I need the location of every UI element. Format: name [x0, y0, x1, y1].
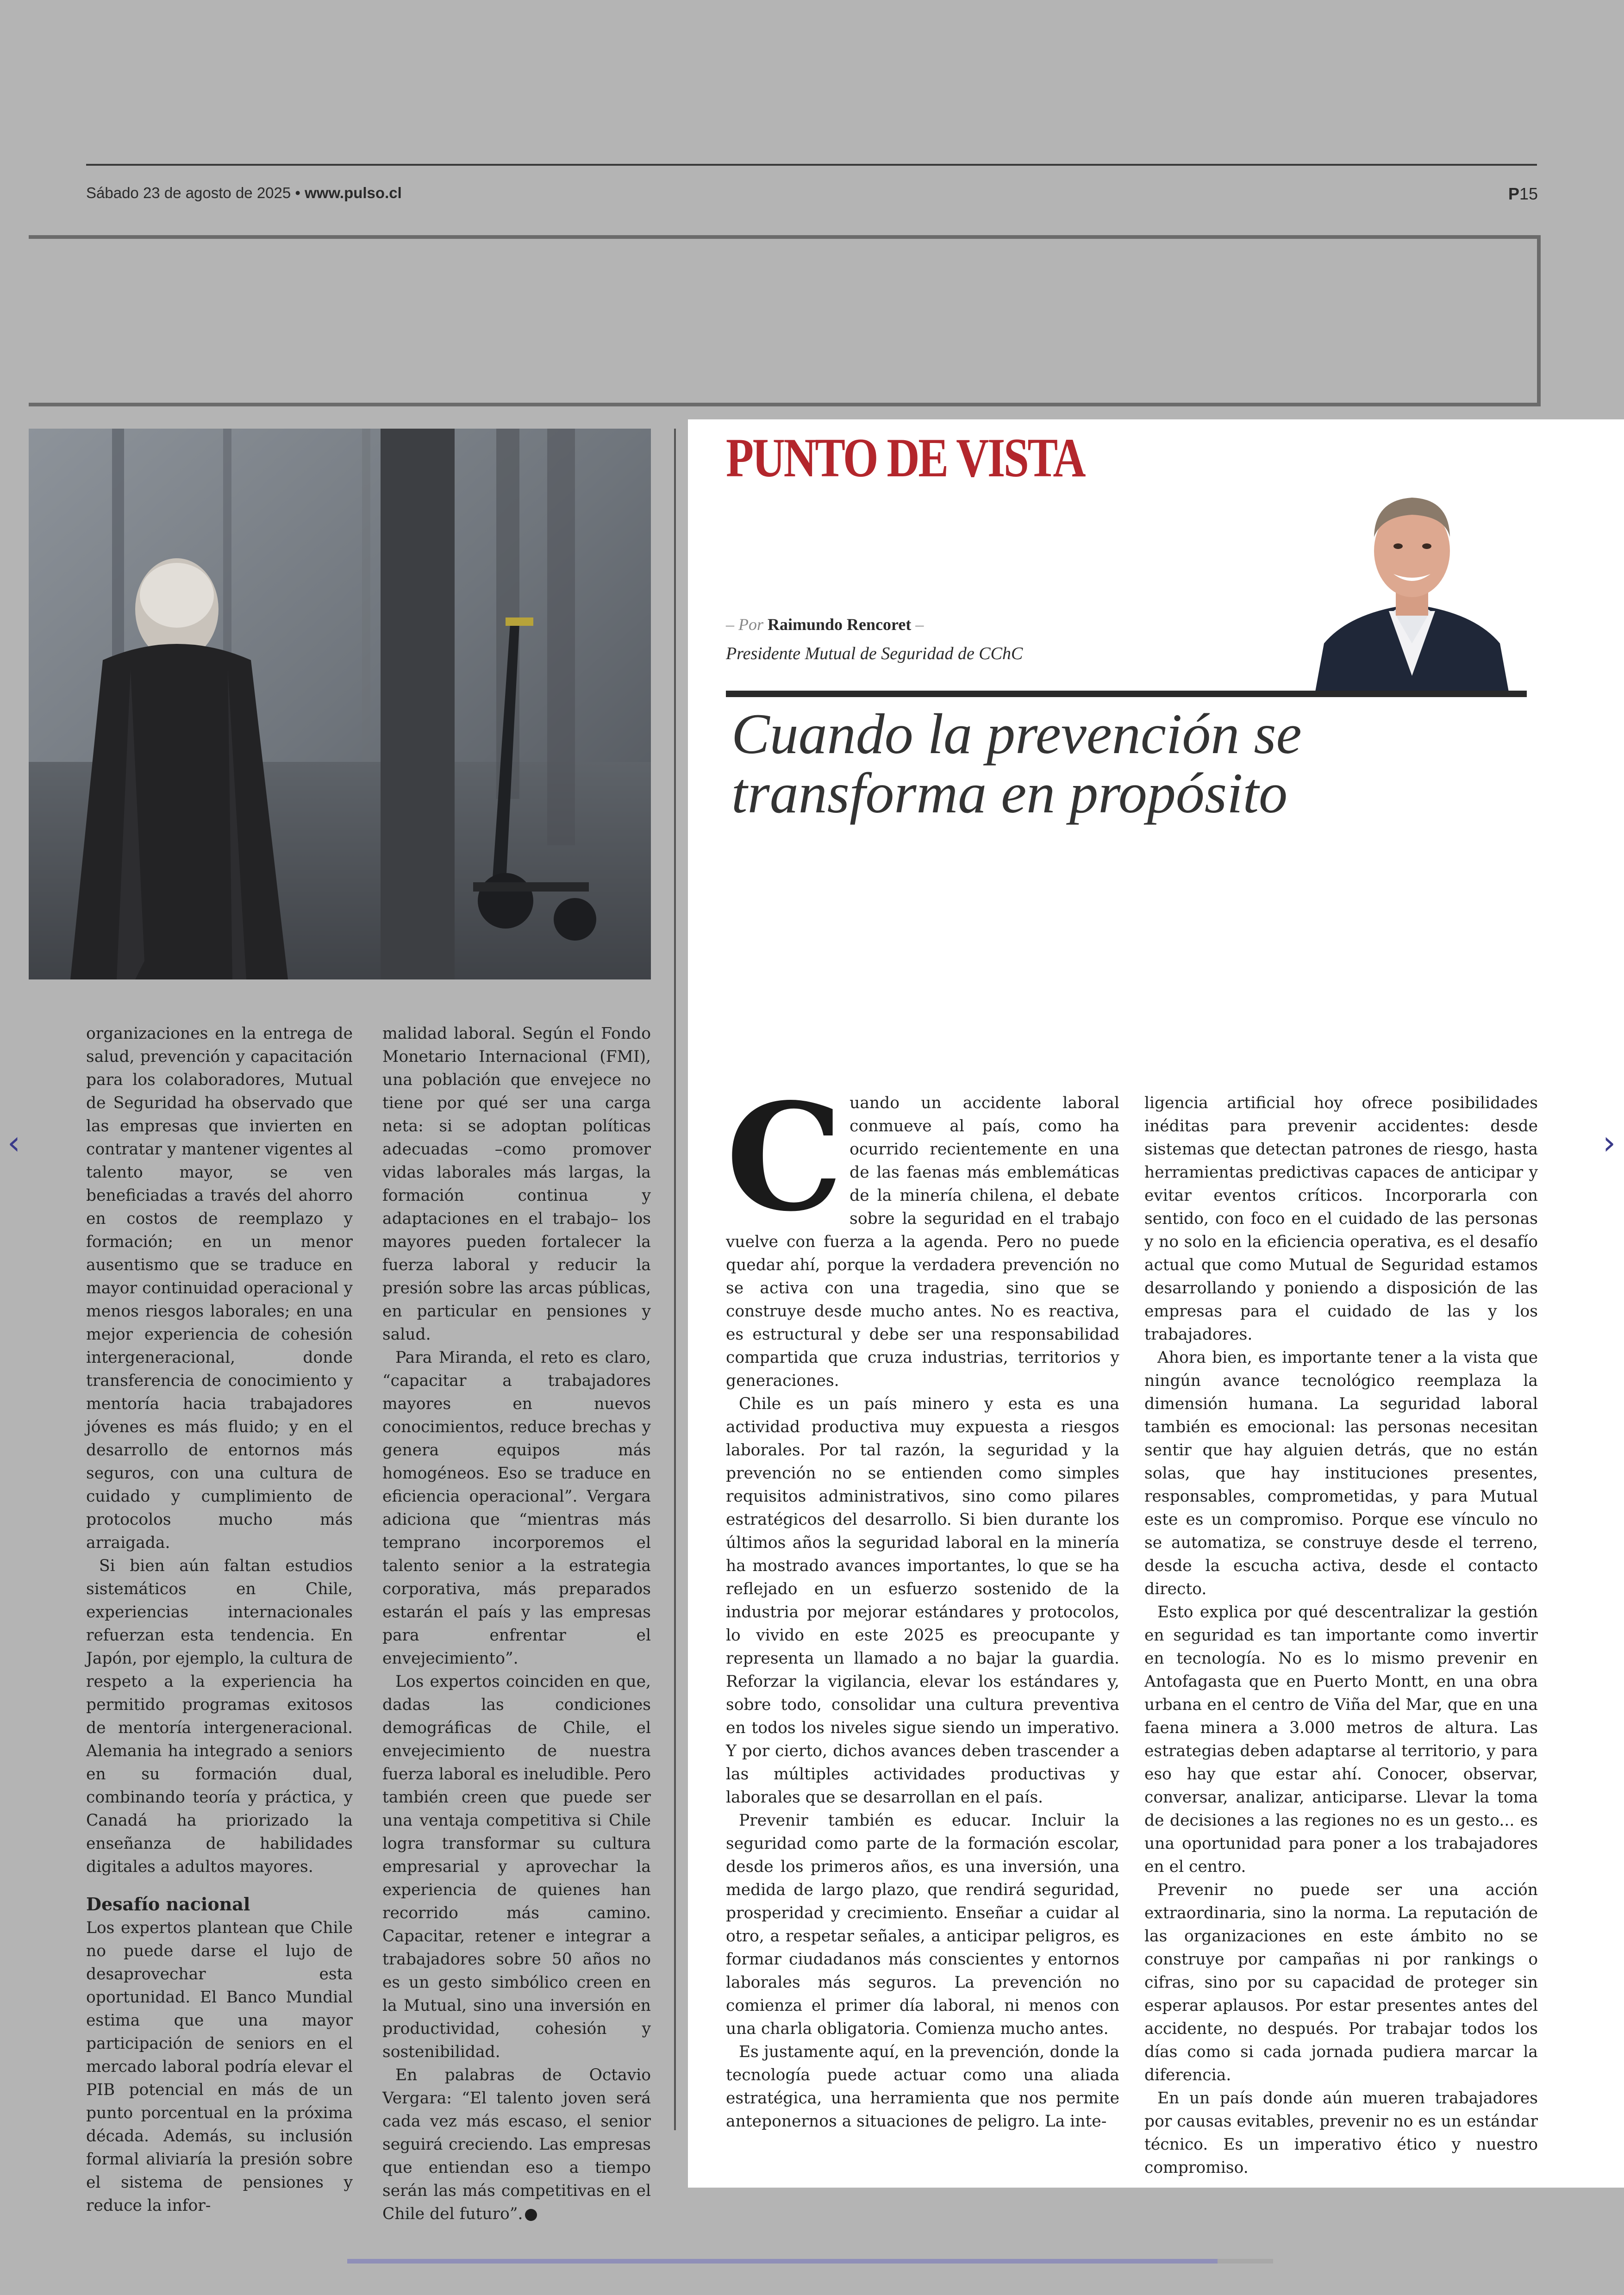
paragraph: uando un accidente laboral conmueve al país, como ha ocurrido recientemente en una de las faenas más emblemáticas de la minería chilena, el debate sobre la seguridad en el trabajo vuelve con fuerza a la agenda. Pero no puede quedar ahí, porque la verdadera prevención no se activa con una tragedia, sino que se construye desde mucho antes. No es reactiva, es estructural y debe ser una responsabilidad compartida que cruza industrias, territorios y generaciones. — [726, 1094, 1119, 1390]
paragraph-text: En palabras de Octavio Vergara: “El talento joven será cada vez más escaso, el senior seguirá creciendo. Las empresas que entiendan eso a tiempo serán las más competitivas en el Chile del futuro”. — [382, 2066, 651, 2223]
left-article-column-1 — [86, 1022, 353, 2217]
paragraph: Esto explica por qué descentralizar la gestión en seguridad es tan importante como invertir en tecnología. No es lo mismo prevenir en Antofagasta que en Puerto Montt, en una obra urbana en el centro de Viña del Mar, que en una faena minera a 3.000 metros de altura. Las estrategias deben adaptarse al territorio, y para eso hay que estar ahí. Conocer, observar, conversar, analizar, anticiparse. Llevar la toma de decisiones a las regiones no es un gesto... es una oportunidad para poner a los trabajadores en el centro. — [1144, 1603, 1538, 1876]
page-progress-fill — [347, 2259, 1218, 2264]
paragraph: Si bien aún faltan estudios sistemáticos en Chile, experiencias internacionales refuerzan esta tendencia. En Japón, por ejemplo, la cultura de respeto a la experiencia ha permitido programas exitosos de mentoría intergeneracional. Alemania ha integrado a seniors en su formación dual, combinando teoría y práctica, y Canadá ha priorizado la enseñanza de habilidades digitales a adultos mayores. — [86, 1557, 353, 1876]
author-photo — [1305, 477, 1518, 694]
site-url[interactable]: www.pulso.cl — [305, 184, 402, 201]
author-name: Raimundo Rencoret — [768, 615, 912, 634]
byline-prefix: – Por — [726, 615, 763, 634]
paragraph: Los expertos plantean que Chile no puede darse el lujo de desaprovechar esta oportunidad. El Banco Mundial estima que una mayor participación de seniors en el mercado laboral podría elevar el PIB potencial en más de un punto porcentual en la próxima década. Además, su inclusión formal aliviaría la presión sobre el sistema de pensiones y reduce la infor- — [86, 1919, 353, 2215]
paragraph: Prevenir no puede ser una acción extraordinaria, sino la norma. La reputación de las organizaciones en este ámbito no se construye por campañas ni por rankings o cifras, sino por su capacidad de proteger sin esperar aplausos. Por estar presentes antes del accidente, no después. Por trabajar todos los días como si cada jornada pudiera marcar la diferencia. — [1144, 1881, 1538, 2084]
headline-rule — [726, 691, 1527, 697]
date-text: Sábado 23 de agosto de 2025 • — [86, 184, 300, 201]
ad-frame — [29, 235, 1541, 406]
paragraph: malidad laboral. Según el Fondo Monetario Internacional (FMI), una población que envejece no tiene por qué ser una carga neta: si se adoptan políticas adecuadas –como promover vidas laborales más largas, la formación continua y adaptaciones en el trabajo– los mayores pueden fortalecer la fuerza laboral y reducir la presión sobre las arcas públicas, en particular en pensiones y salud. — [382, 1024, 651, 1344]
page-number-value: 15 — [1519, 184, 1538, 203]
article-headline: Cuando la prevención se transforma en propósito — [731, 702, 1302, 825]
paragraph: Para Miranda, el reto es claro, “capacitar a trabajadores mayores en nuevos conocimientos, reduce brechas y genera equipos más homogéneos. Eso se traduce en eficiencia operacional”. Vergara adiciona que “mientras más temprano incorporemos el talento senior a la estrategia corporativa, más preparados estarán el país y las empresas para enfrentar el envejecimiento”. — [382, 1348, 651, 1668]
end-of-article-icon — [525, 2209, 537, 2221]
paragraph: ligencia artificial hoy ofrece posibilidades inéditas para prevenir accidentes: desde sistemas que detectan patrones de riesgo, hasta herramientas predictivas capaces de anticipar y evitar eventos críticos. Incorporarla con sentido, con foco en el cuidado de las personas y no solo en la eficiencia operativa, es el desafío actual que como Mutual de Seguridad estamos desarrollando y poniendo a disposición de las empresas para el cuidado de las y los trabajadores. — [1144, 1094, 1538, 1344]
issue-date — [86, 184, 402, 202]
paragraph: En un país donde aún mueren trabajadores por causas evitables, prevenir no es un estándar técnico. Es un imperativo ético y nuestro compromiso. — [1144, 2089, 1538, 2177]
author-role: Presidente Mutual de Seguridad de CChC — [726, 644, 1023, 663]
paragraph: Los expertos coinciden en que, dadas las condiciones demográficas de Chile, el envejecimiento de nuestra fuerza laboral es ineludible. Pero también creen que puede ser una ventaja competitiva si Chile logra transformar su cultura empresarial y aprovechar la experiencia de quienes han recorrido más camino. Capacitar, retener e integrar a trabajadores sobre 50 años no es un gesto simbólico creen en la Mutual, sino una inversión en productividad, cohesión y sostenibilidad. — [382, 1672, 651, 2061]
page-prefix: P — [1508, 184, 1519, 203]
page-number — [1508, 184, 1538, 204]
paragraph-last — [382, 2064, 651, 2226]
paragraph: Prevenir también es educar. Incluir la seguridad como parte de la formación escolar, desde los primeros años, es una inversión, una medida de largo plazo, que rendirá seguridad, prosperidad y crecimiento. Enseñar a cuidar al otro, a respetar señales, a anticipar peligros, es formar ciudadanos más conscientes y entornos laborales más seguros. La prevención no comienza el primer día laboral, ni menos con una charla obligatoria. Comienza mucho antes. — [726, 1811, 1119, 2038]
subheading: Desafío nacional — [86, 1894, 250, 1915]
article-photo-elderly-man — [29, 429, 651, 979]
header-rule — [86, 164, 1537, 166]
section-title: PUNTO DE VISTA — [726, 427, 1085, 488]
byline-suffix: – — [915, 615, 924, 634]
opinion-column-2 — [1144, 1091, 1538, 2179]
paragraph: Chile es un país minero y esta es una actividad productiva muy expuesta a riesgos laborales. Por tal razón, la seguridad y la prevención no se entienden como simples requisitos administrativos, sino como pilares estratégicos del desarrollo. Si bien durante los últimos años la seguridad laboral en la minería ha mostrado avances importantes, lo que se ha reflejado en un esfuerzo sostenido de la industria por mejorar estándares y protocolos, lo vivido en este 2025 es preocupante y representa un llamado a no bajar la guardia. Reforzar la vigilancia, elevar los estándares y, sobre todo, consolidar una cultura preventiva en todos los niveles sigue siendo un imperativo. Y por cierto, dichos avances deben trascender a las múltiples actividades productivas y laborales que se desarrollan en el país. — [726, 1395, 1119, 1807]
drop-cap: C — [726, 1071, 843, 1244]
column-divider — [674, 429, 676, 2130]
photo-illustration — [29, 429, 651, 979]
opinion-column-1 — [726, 1071, 1119, 2133]
author-portrait — [1305, 477, 1518, 694]
paragraph: Es justamente aquí, en la prevención, donde la tecnología puede actuar como una aliada estratégica, una herramienta que nos permite anteponernos a situaciones de peligro. La inte- — [726, 2043, 1119, 2131]
byline — [726, 615, 924, 634]
paragraph: Ahora bien, es importante tener a la vista que ningún avance tecnológico reemplaza la dimensión humana. La seguridad laboral también es emocional: las personas necesitan sentir que hay alguien detrás, que no están solas, que hay instituciones presentes, responsables, comprometidas, y para Mutual este es un compromiso. Porque ese vínculo no se automatiza, se construye desde el terreno, desde la escucha activa, desde el contacto directo. — [1144, 1348, 1538, 1598]
prev-page-chevron-icon[interactable]: ‹ — [7, 1124, 20, 1162]
paragraph: organizaciones en la entrega de salud, prevención y capacitación para los colaboradores, Mutual de Seguridad ha observado que las empresas que invierten en contratar y mantener vigentes al talento mayor, se ven beneficiadas a través del ahorro en costos de reemplazo y formación; en un menor ausentismo que se traduce en mayor continuidad operacional y menos riesgos laborales; en una mejor experiencia de cohesión intergeneracional, donde transferencia de conocimiento y mentoría hacia trabajadores jóvenes es más fluido; y en el desarrollo de entornos más seguros, con una cultura de cuidado y cumplimiento de protocolos mucho más arraigada. — [86, 1024, 353, 1552]
next-page-chevron-icon[interactable]: › — [1603, 1124, 1616, 1162]
left-article-column-2 — [382, 1022, 651, 2226]
